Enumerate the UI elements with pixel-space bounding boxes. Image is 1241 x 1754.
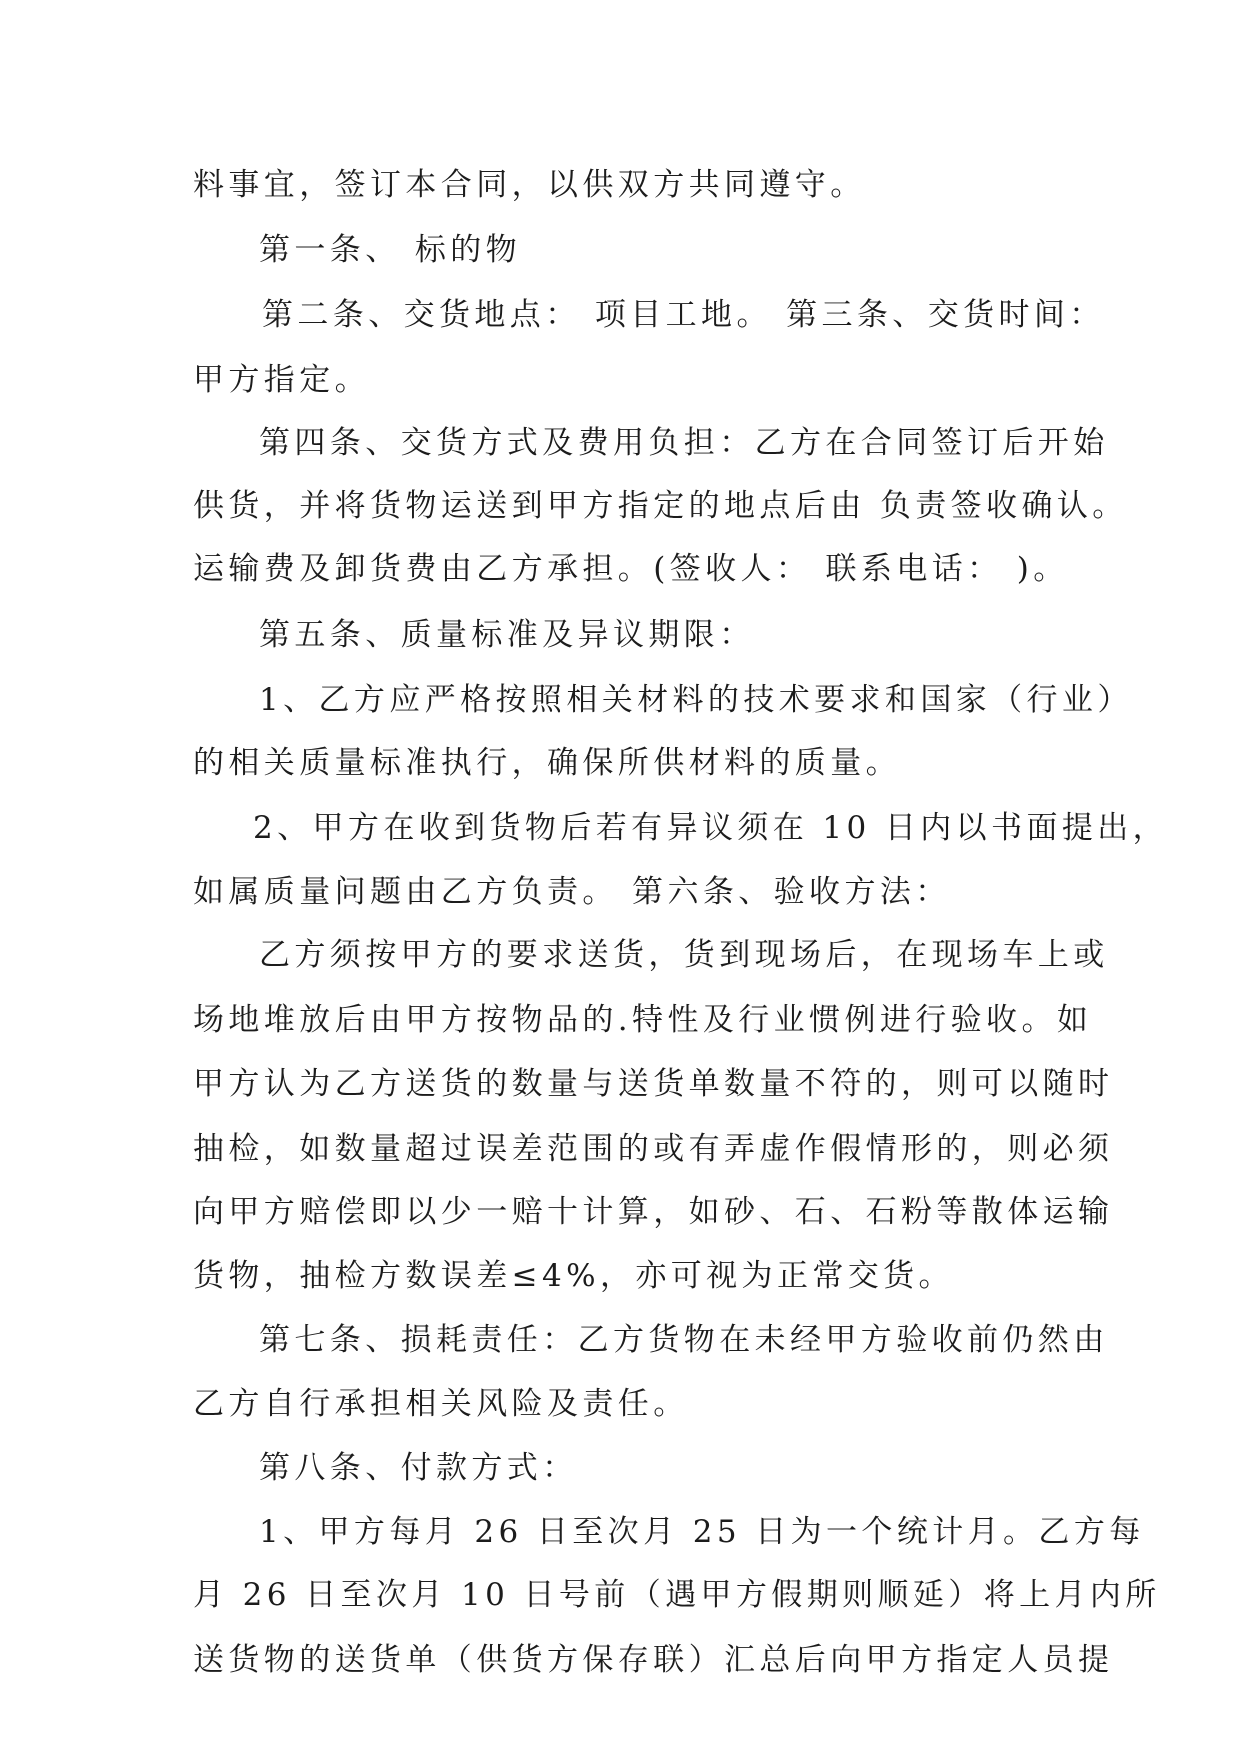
text-line: 甲方认为乙方送货的数量与送货单数量不符的，则可以随时 (193, 1066, 1114, 1102)
text-line: 甲方指定。 (193, 362, 370, 398)
text-line: 场地堆放后由甲方按物品的.特性及行业惯例进行验收。如 (193, 1002, 1093, 1038)
article-8-heading: 第八条、付款方式： (259, 1450, 578, 1486)
text-line: 乙方自行承担相关风险及责任。 (193, 1386, 689, 1422)
clause-line: 1、乙方应严格按照相关材料的技术要求和国家（行业） (259, 682, 1133, 718)
article-4-line: 第四条、交货方式及费用负担：乙方在合同签订后开始 (259, 425, 1109, 461)
clause-line: 乙方须按甲方的要求送货，货到现场后，在现场车上或 (259, 937, 1109, 973)
text-line: 货物，抽检方数误差≤4%，亦可视为正常交货。 (193, 1258, 954, 1294)
clause-line: 2、甲方在收到货物后若有异议须在 10 日内以书面提出， (253, 810, 1169, 846)
text-line: 送货物的送货单（供货方保存联）汇总后向甲方指定人员提 (193, 1642, 1114, 1678)
article-2-3-line: 第二条、交货地点： 项目工地。 第三条、交货时间： (262, 297, 1105, 333)
text-line: 供货，并将货物运送到甲方指定的地点后由 负责签收确认。 (193, 488, 1128, 524)
article-1-heading: 第一条、 标的物 (259, 232, 522, 268)
text-line: 如属质量问题由乙方负责。 第六条、验收方法： (193, 874, 951, 910)
text-line: 运输费及卸货费由乙方承担。(签收人： 联系电话： )。 (193, 551, 1069, 587)
article-7-line: 第七条、损耗责任：乙方货物在未经甲方验收前仍然由 (259, 1322, 1109, 1358)
text-line: 向甲方赔偿即以少一赔十计算，如砂、石、石粉等散体运输 (193, 1194, 1114, 1230)
text-line: 的相关质量标准执行，确保所供材料的质量。 (193, 745, 901, 781)
text-line: 料事宜，签订本合同，以供双方共同遵守。 (193, 167, 866, 203)
text-line: 月 26 日至次月 10 日号前（遇甲方假期则顺延）将上月内所 (193, 1577, 1161, 1613)
clause-line: 1、甲方每月 26 日至次月 25 日为一个统计月。乙方每 (259, 1514, 1145, 1550)
text-line: 抽检，如数量超过误差范围的或有弄虚作假情形的，则必须 (193, 1131, 1114, 1167)
article-5-heading: 第五条、质量标准及异议期限： (259, 617, 755, 653)
